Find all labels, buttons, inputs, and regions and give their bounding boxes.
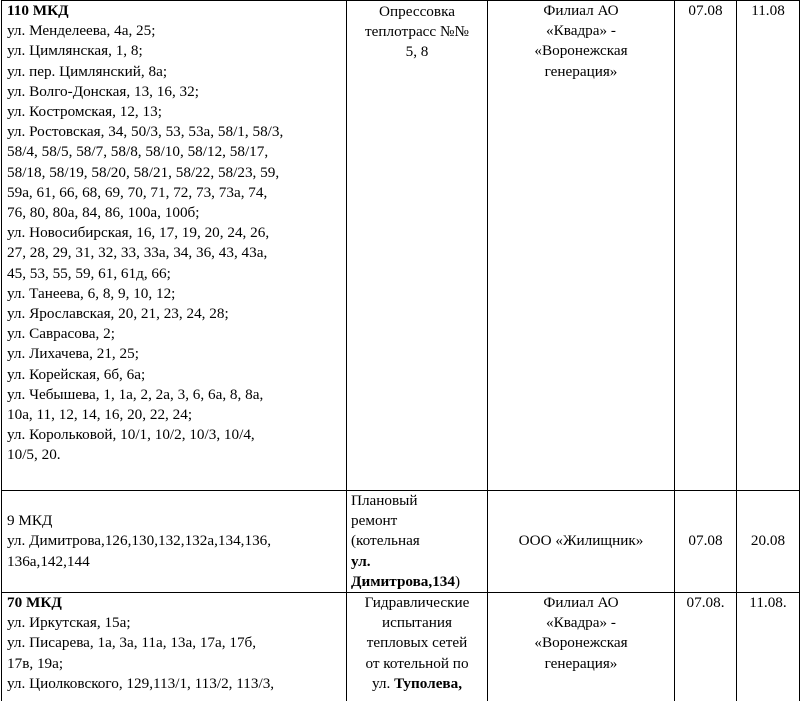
work-type-line: Плановый	[351, 492, 418, 509]
executor-line: «Воронежская	[534, 634, 628, 652]
start-date: 07.08	[688, 532, 723, 550]
address-line: 10/5, 20.	[7, 446, 61, 464]
address-line: ул. Саврасова, 2;	[7, 325, 115, 343]
executor-cell	[488, 491, 675, 593]
address-line: ул. Иркутская, 15а;	[7, 614, 131, 632]
end-date: 11.08	[751, 2, 785, 19]
address-line: 76, 80, 80а, 84, 86, 100а, 100б;	[7, 204, 200, 222]
address-line: ул. Менделеева, 4а, 25;	[7, 22, 156, 40]
address-line: ул. пер. Цимлянский, 8а;	[7, 62, 168, 80]
work-type-cell	[347, 1, 488, 491]
start-date-cell	[675, 593, 737, 701]
work-type-line: (котельная	[351, 532, 420, 550]
executor-cell	[488, 1, 675, 491]
outage-schedule-table	[1, 0, 800, 701]
building-count: 70 МКД	[7, 594, 62, 612]
address-line: ул. Ярославская, 20, 21, 23, 24, 28;	[7, 305, 229, 323]
address-line: 58/4, 58/5, 58/7, 58/8, 58/10, 58/12, 58/17,	[7, 143, 269, 161]
work-type-line: испытания	[381, 614, 452, 632]
end-date: 20.08	[750, 532, 786, 550]
address-line: 27, 28, 29, 31, 32, 33, 33а, 34, 36, 43, 43а,	[7, 244, 268, 262]
building-count: 110 МКД	[7, 2, 69, 19]
work-type-cell	[347, 491, 488, 593]
end-date: 11.08.	[749, 594, 787, 612]
executor-line: Филиал АО	[543, 2, 619, 19]
address-line: 45, 53, 55, 59, 61, 61д, 66;	[7, 264, 171, 282]
address-line: ул. Циолковского, 129,113/1, 113/2, 113/3,	[7, 674, 275, 692]
address-line: 58/18, 58/19, 58/20, 58/21, 58/22, 58/23, 59,	[7, 163, 280, 181]
building-count: 9 МКД	[7, 512, 53, 530]
address-line: ул. Чебышева, 1, 1а, 2, 2а, 3, 6, 6а, 8, 8а,	[7, 385, 264, 403]
table-row	[2, 593, 800, 701]
address-line: ул. Цимлянская, 1, 8;	[7, 42, 143, 60]
address-line: ул. Димитрова,126,130,132,132а,134,136,	[7, 532, 272, 550]
work-type-line: ул.	[371, 674, 395, 692]
end-date-cell	[737, 491, 800, 593]
addresses-cell	[2, 491, 347, 593]
executor-line: «Квадра» -	[546, 614, 616, 632]
addresses-cell	[2, 593, 347, 701]
address-line: ул. Писарева, 1а, 3а, 11а, 13а, 17а, 17б,	[7, 634, 257, 652]
work-type-line: тепловых сетей	[366, 634, 468, 652]
executor-line: ООО «Жилищник»	[518, 532, 644, 550]
executor-line: «Воронежская	[534, 42, 628, 60]
address-line: ул. Волго-Донская, 13, 16, 32;	[7, 82, 199, 100]
work-type-line: Опрессовка	[379, 3, 455, 20]
work-type-line: теплотрасс №№	[365, 23, 469, 41]
start-date-cell	[675, 491, 737, 593]
address-line: 136а,142,144	[7, 552, 90, 570]
work-type-cell	[347, 593, 488, 701]
addresses-cell	[2, 1, 347, 491]
work-type-line-bold: Туполева,	[394, 674, 463, 692]
address-line: 10а, 11, 12, 14, 16, 20, 22, 24;	[7, 406, 193, 424]
address-line: ул. Лихачева, 21, 25;	[7, 345, 139, 363]
executor-cell	[488, 593, 675, 701]
work-type-line: Димитрова,134	[351, 572, 455, 590]
address-line: ул. Новосибирская, 16, 17, 19, 20, 24, 26,	[7, 224, 270, 242]
work-type-tail: )	[454, 572, 461, 590]
work-type-line: ул.	[351, 552, 371, 570]
start-date-cell	[675, 1, 737, 491]
end-date-cell	[737, 1, 800, 491]
address-line: ул. Корейская, 6б, 6а;	[7, 365, 146, 383]
address-line: ул. Костромская, 12, 13;	[7, 103, 162, 121]
table-row	[2, 491, 800, 593]
executor-line: Филиал АО	[543, 594, 619, 612]
executor-line: «Квадра» -	[546, 22, 616, 40]
address-line: ул. Ростовская, 34, 50/3, 53, 53а, 58/1, 58/3,	[7, 123, 284, 141]
start-date: 07.08	[688, 2, 723, 19]
executor-line: генерация»	[544, 62, 618, 80]
end-date-cell	[737, 593, 800, 701]
address-line: ул. Корольковой, 10/1, 10/2, 10/3, 10/4,	[7, 426, 255, 444]
table-row	[2, 1, 800, 491]
address-line: ул. Танеева, 6, 8, 9, 10, 12;	[7, 284, 176, 302]
work-type-line: от котельной по	[365, 654, 469, 672]
address-line: 59а, 61, 66, 68, 69, 70, 71, 72, 73, 73а, 74,	[7, 183, 268, 201]
executor-line: генерация»	[544, 654, 618, 672]
work-type-line: Гидравлические	[364, 594, 470, 612]
work-type-line: 5, 8	[405, 43, 429, 61]
start-date: 07.08.	[686, 594, 725, 612]
address-line: 17в, 19а;	[7, 654, 64, 672]
work-type-line: ремонт	[351, 512, 398, 530]
